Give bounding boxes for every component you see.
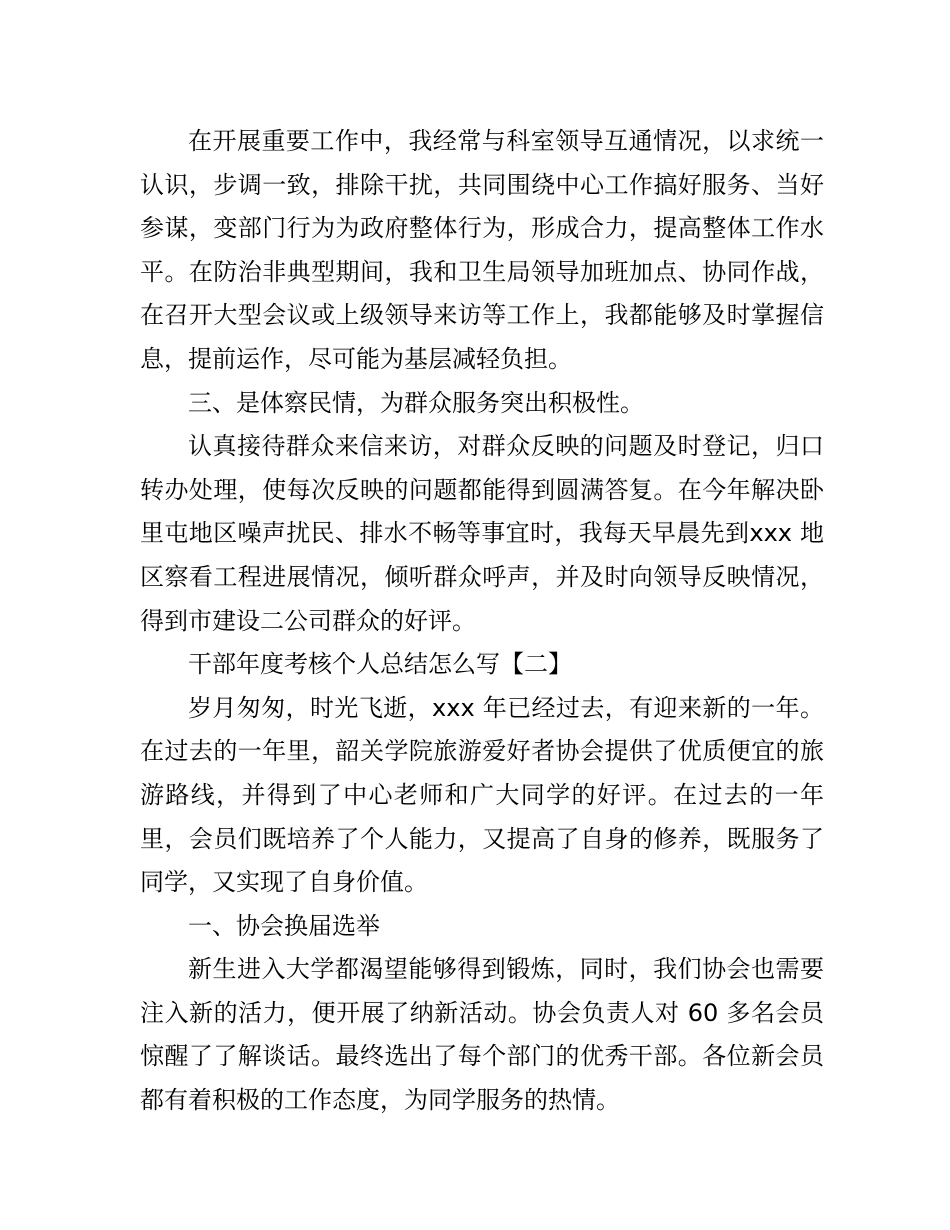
section-heading-election: 一、协会换届选举 <box>188 911 380 940</box>
document-subtitle: 干部年度考核个人总结怎么写【二】 <box>188 650 572 679</box>
section-heading-serve-public: 三、是体察民情，为群众服务突出积极性。 <box>188 388 644 417</box>
paragraph-work-coordination: 在开展重要工作中，我经常与科室领导互通情况，以求统一认识，步调一致，排除干扰，共同围绕中心工作搞好服务、当好参谋，变部门行为为政府整体行为，形成合力，提高整体工作水平。在防治非典型期间，我和卫生局领导加班加点、协同作战，在召开大型会议或上级领导来访等工作上，我都能够及时掌握信息，提前运作，尽可能为基层减轻负担。 <box>140 127 824 373</box>
paragraph-year-review: 岁月匆匆，时光飞逝，xxx 年已经过去，有迎来新的一年。在过去的一年里，韶关学院旅游爱好者协会提供了优质便宜的旅游路线，并得到了中心老师和广大同学的好评。在过去的一年里，会员们既培养了个人能力，又提高了自身的修养，既服务了同学，又实现了自身价值。 <box>140 693 824 897</box>
document-body <box>140 120 824 1123</box>
paragraph-recruitment: 新生进入大学都渴望能够得到锻炼，同时，我们协会也需要注入新的活力，便开展了纳新活动。协会负责人对 60 多名会员惊醒了了解谈话。最终选出了每个部门的优秀干部。各位新会员都有着积极的工作态度，为同学服务的热情。 <box>140 955 824 1115</box>
paragraph-letters-visits: 认真接待群众来信来访，对群众反映的问题及时登记，归口转办处理，使每次反映的问题都能得到圆满答复。在今年解决卧里屯地区噪声扰民、排水不畅等事宜时，我每天早晨先到xxx 地区察看工程进展情况，倾听群众呼声，并及时向领导反映情况，得到市建设二公司群众的好评。 <box>140 432 824 635</box>
